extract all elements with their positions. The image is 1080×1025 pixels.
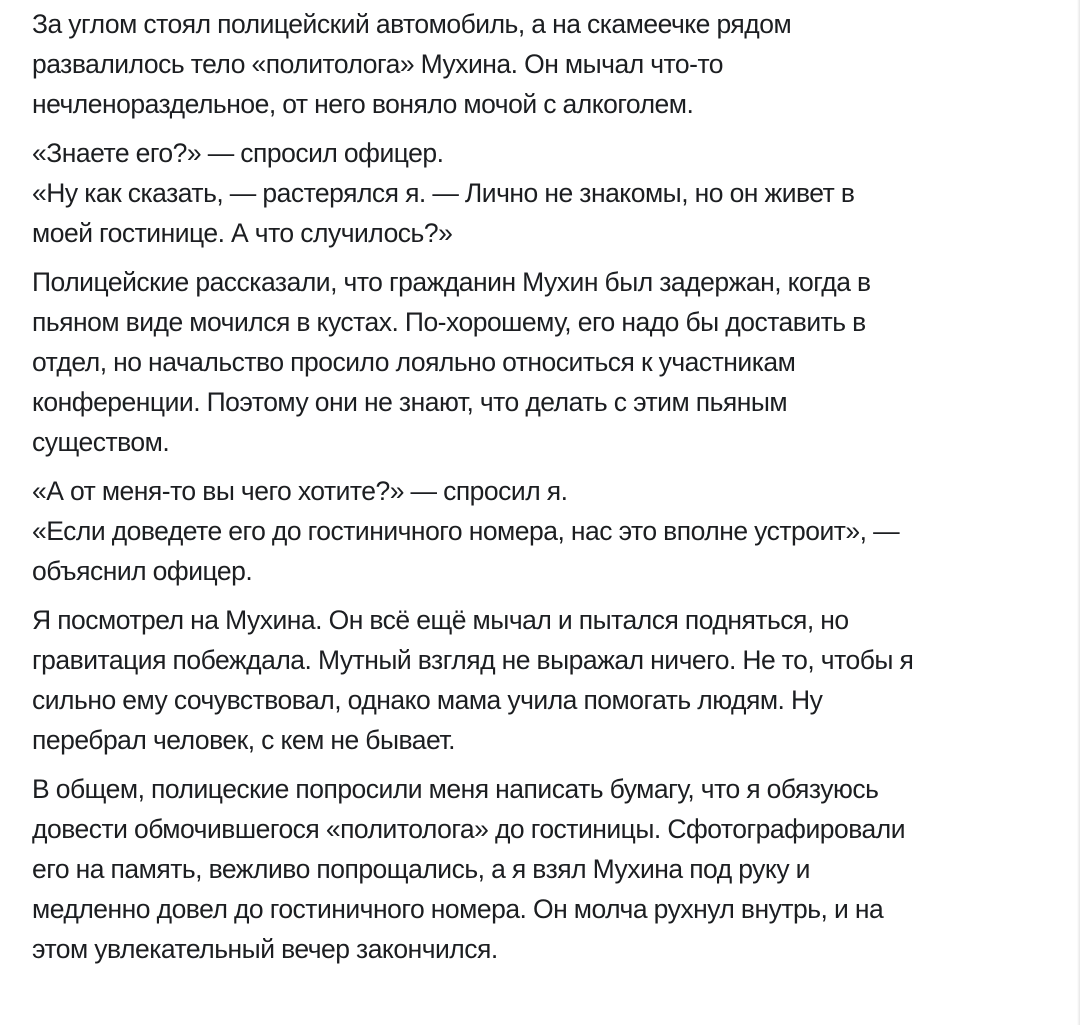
paragraph-1 [32, 4, 1064, 124]
text-line: Полицейские рассказали, что гражданин Мухин был задержан, когда в [32, 267, 871, 297]
text-line: Я посмотрел на Мухина. Он всё ещё мычал и пытался подняться, но [32, 605, 849, 635]
text-line: этом увлекательный вечер закончился. [32, 934, 498, 964]
text-line: перебрал человек, с кем не бывает. [32, 725, 455, 755]
text-line: объяснил офицер. [32, 556, 253, 586]
text-line: «А от меня-то вы чего хотите?» — спросил я. [32, 476, 568, 506]
text-line: моей гостинице. А что случилось?» [32, 218, 453, 248]
text-line: гравитация побеждала. Мутный взгляд не выражал ничего. Не то, чтобы я [32, 645, 914, 675]
text-line: «Если доведете его до гостиничного номера, нас это вполне устроит», — [32, 516, 900, 546]
text-line: сильно ему сочувствовал, однако мама учила помогать людям. Ну [32, 685, 823, 715]
paragraph-6 [32, 769, 1064, 969]
text-line: довести обмочившегося «политолога» до гостиницы. Сфотографировали [32, 814, 906, 844]
text-line: медленно довел до гостиничного номера. Он молча рухнул внутрь, и на [32, 894, 884, 924]
paragraph-4 [32, 471, 1064, 591]
text-line: За углом стоял полицейский автомобиль, а на скамеечке рядом [32, 9, 792, 39]
text-line: отдел, но начальство просило лояльно относиться к участникам [32, 347, 796, 377]
text-line: нечленораздельное, от него воняло мочой с алкоголем. [32, 89, 694, 119]
text-line: В общем, полицеские попросили меня написать бумагу, что я обязуюсь [32, 774, 879, 804]
text-line: развалилось тело «политолога» Мухина. Он мычал что-то [32, 49, 724, 79]
text-line: его на память, вежливо попрощались, а я взял Мухина под руку и [32, 854, 810, 884]
text-line: «Знаете его?» — спросил офицер. [32, 138, 444, 168]
paragraph-2 [32, 133, 1064, 253]
text-line: конференции. Поэтому они не знают, что делать с этим пьяным [32, 387, 788, 417]
text-line: «Ну как сказать, — растерялся я. — Лично не знакомы, но он живет в [32, 178, 855, 208]
paragraph-5 [32, 600, 1064, 760]
text-line: пьяном виде мочился в кустах. По-хорошему, его надо бы доставить в [32, 307, 866, 337]
paragraph-3 [32, 262, 1064, 462]
text-line: существом. [32, 427, 170, 457]
